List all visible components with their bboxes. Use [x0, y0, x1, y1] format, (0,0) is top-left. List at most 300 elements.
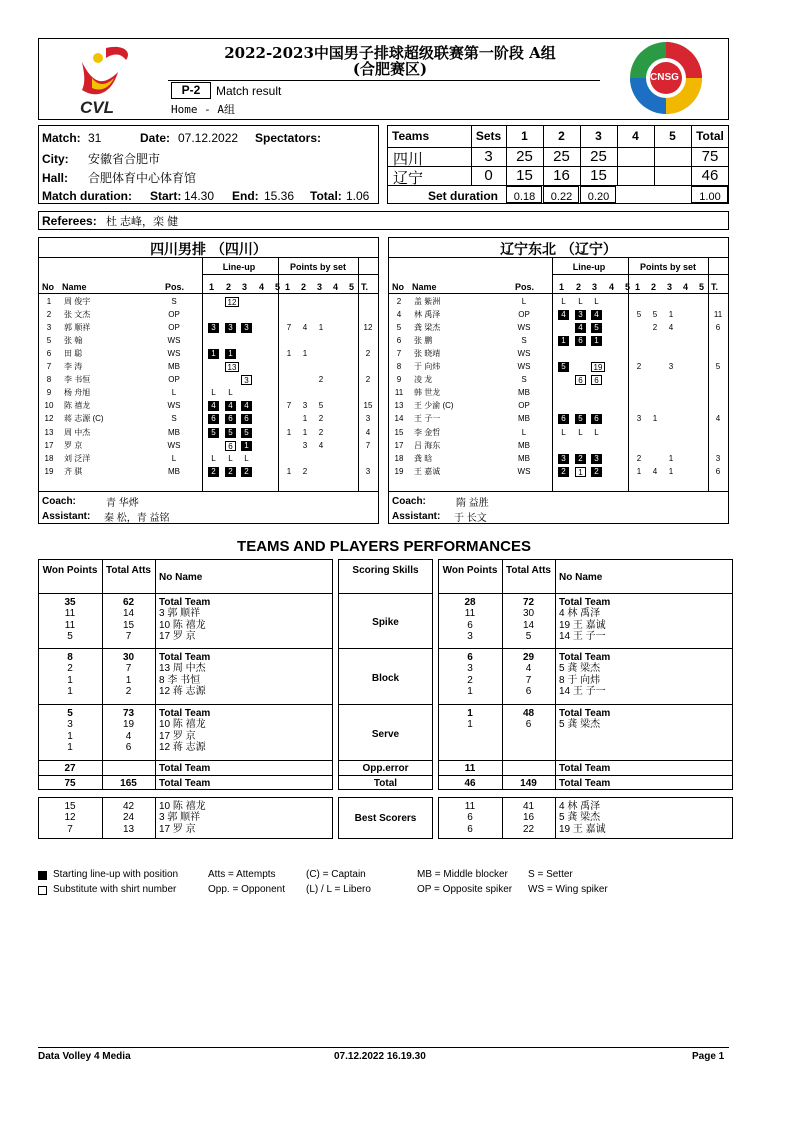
starting-position-box: 4: [225, 401, 236, 411]
player-total: 2: [365, 375, 371, 385]
player-number: 2: [46, 310, 52, 320]
score-header-4: 3: [595, 129, 602, 143]
player-number: 7: [396, 349, 402, 359]
starting-position-box: 3: [558, 454, 569, 464]
total-team-label: Total Team: [559, 708, 611, 719]
player-position: S: [521, 336, 527, 346]
won-points-value: 2: [467, 674, 473, 686]
attempts-value: 4: [125, 730, 132, 742]
set-points: 1: [302, 349, 308, 359]
won-points-value: 11: [64, 619, 76, 631]
player-number: 5: [396, 323, 402, 333]
set-duration-cell: [506, 186, 542, 203]
lineup-header: Line-up: [572, 262, 606, 272]
lineup-set-num: 1: [209, 282, 215, 292]
substitution-box: 1: [575, 467, 586, 477]
doc-title-line2: (合肥赛区): [352, 60, 428, 78]
player-position: MB: [518, 414, 530, 424]
lineup-set-num: 4: [259, 282, 265, 292]
substitution-box: 6: [575, 375, 586, 385]
perf-row-line: [38, 704, 333, 705]
assistant-names: 于 长文: [454, 513, 487, 524]
player-number: 15: [394, 427, 404, 437]
points-set-num: 1: [285, 282, 291, 292]
player-position: WS: [167, 349, 181, 359]
legend-s: S = Setter: [528, 869, 573, 880]
player-number: 4: [396, 310, 402, 320]
player-name: 王 少渝 (C): [414, 401, 454, 411]
score-set-points: 16: [553, 167, 570, 184]
player-entry: 10 陈 禧龙: [159, 619, 206, 631]
subheader-rule: [552, 274, 728, 275]
footer-rule: [38, 1047, 729, 1048]
starting-position-box: 5: [575, 414, 586, 424]
set-points: 2: [652, 323, 658, 333]
player-position: WS: [167, 336, 181, 346]
player-name: 陈 禧龙: [64, 401, 91, 411]
lineup-set-num: 2: [576, 282, 582, 292]
player-total: 4: [715, 414, 721, 424]
legend-ws: WS = Wing spiker: [528, 884, 608, 895]
total-team-label: Total Team: [159, 708, 211, 719]
won-points-value: 5: [67, 630, 73, 642]
player-total: 2: [365, 349, 371, 359]
end-time: 15.36: [264, 189, 295, 203]
city-label: City:: [42, 152, 69, 166]
perf-header-won-points: Won Points: [442, 565, 498, 576]
substitution-box: 6: [591, 375, 602, 385]
player-name: 周 中杰: [64, 427, 91, 437]
referees-label: Referees:: [42, 214, 97, 228]
set-points: 3: [668, 362, 674, 372]
player-number: 9: [46, 388, 52, 398]
score-header-6: 5: [669, 129, 676, 143]
player-number: 6: [396, 336, 402, 346]
won-points-value: 7: [67, 823, 73, 835]
set-duration-value: 0.22: [550, 191, 573, 203]
player-total: 7: [365, 440, 371, 450]
score-header-2: 1: [521, 129, 528, 143]
set-points: 1: [636, 466, 642, 476]
points-set-num: 2: [651, 282, 657, 292]
player-entry: 17 罗 京: [159, 823, 196, 835]
player-position: WS: [517, 466, 531, 476]
total-duration: 1.06: [346, 189, 370, 203]
player-name: 李 涛: [64, 362, 83, 372]
assistant-label: Assistant:: [392, 511, 441, 522]
team-name-right: 辽宁东北 （辽宁）: [500, 242, 617, 258]
points-set-num: 4: [683, 282, 689, 292]
start-time: 14.30: [184, 189, 215, 203]
lineup-set-num: 3: [242, 282, 248, 292]
starting-position-box: 4: [575, 323, 586, 333]
player-position: MB: [168, 427, 180, 437]
won-points-value: 11: [464, 608, 476, 620]
footer-timestamp: 07.12.2022 16.19.30: [334, 1051, 426, 1062]
player-position: OP: [518, 310, 530, 320]
player-name: 龚 梁杰: [414, 323, 441, 333]
perf-header-name: No Name: [559, 572, 603, 583]
team-panel-right: [388, 237, 729, 524]
referees-names: 杜 志峰，栾 健: [106, 216, 179, 228]
player-number: 13: [44, 427, 54, 437]
player-position: S: [171, 414, 177, 424]
set-duration-cell: [691, 186, 728, 203]
starting-position-box: 1: [225, 349, 236, 359]
starting-position-box: 6: [208, 414, 219, 424]
legend-mb: MB = Middle blocker: [417, 869, 508, 880]
cnsg-logo: [626, 40, 708, 116]
legend-op: OP = Opposite spiker: [417, 884, 513, 895]
perf-row-line: [438, 593, 733, 594]
set-points: 2: [318, 414, 324, 424]
score-total: 75: [701, 148, 719, 165]
attempts-value: 29: [522, 652, 535, 663]
cvl-logo: [72, 42, 136, 116]
player-position: L: [521, 297, 527, 306]
hall-label: Hall:: [42, 171, 69, 185]
attempts-value: 149: [520, 778, 537, 789]
player-number: 2: [396, 297, 402, 306]
date-label: Date:: [140, 131, 171, 145]
player-name: 吕 海东: [414, 440, 441, 450]
player-position: WS: [517, 323, 531, 333]
attempts-value: 48: [522, 708, 535, 719]
starting-position-box: 3: [225, 323, 236, 333]
player-total: 12: [363, 323, 373, 333]
player-name: 罗 京: [64, 440, 83, 450]
set-points: 4: [652, 466, 658, 476]
legend-opp: Opp. = Opponent: [208, 884, 286, 895]
set-points: 7: [286, 401, 292, 411]
won-points-value: 6: [467, 652, 473, 663]
player-position: WS: [167, 401, 181, 411]
perf-row-line: [438, 775, 733, 776]
starting-position-box: 4: [208, 401, 219, 411]
skill-best-scorers: Best Scorers: [354, 813, 417, 824]
starting-position-box: 2: [591, 467, 602, 477]
starting-position-box: 6: [225, 414, 236, 424]
player-entry: 12 蒋 志源: [159, 685, 206, 697]
set-duration-cell: [580, 186, 616, 203]
won-points-value: 75: [64, 778, 76, 789]
player-name: 于 向炜: [414, 362, 441, 372]
player-total: 3: [365, 466, 371, 476]
player-position: WS: [517, 362, 531, 372]
set-points: 1: [302, 414, 308, 424]
set-points: 1: [668, 453, 674, 463]
set-duration-value: 0.18: [513, 191, 536, 203]
set-points: 2: [636, 362, 642, 372]
substitute-square-icon: [38, 886, 47, 895]
player-number: 8: [396, 362, 402, 372]
score-sets-won: 0: [484, 167, 493, 184]
score-set-points: 15: [516, 167, 533, 184]
hall-value: 合肥体育中心体育馆: [88, 171, 197, 185]
set-points: 2: [302, 466, 308, 476]
legend-libero: (L) / L = Libero: [306, 884, 371, 895]
lineup-set-num: 4: [609, 282, 615, 292]
perf-row-line: [438, 648, 733, 649]
player-number: 17: [44, 440, 54, 450]
player-name: 韩 世龙: [414, 388, 441, 398]
total-team-label: Total Team: [159, 763, 211, 774]
won-points-value: 1: [67, 685, 73, 697]
coach-name: 青 华烨: [106, 498, 139, 509]
player-entry: 14 王 子一: [559, 685, 606, 697]
player-entry: 4 林 禹泽: [559, 608, 601, 620]
perf-row-line: [338, 704, 433, 705]
attempts-value: 7: [525, 674, 532, 686]
won-points-value: 1: [467, 685, 473, 697]
attempts-value: 30: [522, 608, 535, 620]
player-number: 1: [46, 297, 52, 306]
attempts-value: 30: [122, 652, 135, 663]
won-points-value: 3: [67, 719, 73, 731]
player-name: 张 翰: [64, 336, 83, 346]
total-team-label: Total Team: [559, 652, 611, 663]
score-set-points: 25: [553, 148, 570, 165]
set-points: 1: [318, 323, 324, 333]
attempts-value: 7: [125, 663, 132, 675]
total-team-label: Total Team: [559, 763, 611, 774]
attempts-value: 6: [525, 685, 532, 697]
set-points: 1: [302, 427, 308, 437]
lineup-header: Line-up: [222, 262, 256, 272]
libero-marker: L: [578, 427, 583, 437]
libero-marker: L: [561, 297, 566, 306]
legend-starting: Starting line-up with position: [53, 869, 179, 880]
won-points-value: 6: [467, 823, 473, 835]
col-name: Name: [412, 282, 437, 292]
score-team-name: 辽宁: [393, 170, 424, 187]
match-date: 07.12.2022: [178, 131, 239, 145]
assistant-label: Assistant:: [42, 511, 91, 522]
set-points: 3: [302, 440, 308, 450]
substitution-box: 19: [591, 362, 605, 372]
player-position: MB: [518, 440, 530, 450]
lineup-set-num: 2: [226, 282, 232, 292]
won-points-value: 6: [467, 812, 473, 824]
skill-serve: Serve: [371, 729, 400, 740]
panel-col-line: [278, 257, 279, 492]
player-position: OP: [518, 401, 530, 411]
won-points-value: 2: [67, 663, 73, 675]
player-entry: 8 于 向炜: [559, 674, 601, 686]
points-set-num: 4: [333, 282, 339, 292]
starting-position-box: 1: [558, 336, 569, 346]
player-number: 11: [394, 388, 404, 398]
points-set-num: 5: [349, 282, 355, 292]
footer-page: Page 1: [692, 1051, 725, 1062]
libero-marker: L: [228, 453, 233, 463]
set-points: 7: [286, 323, 292, 333]
player-name: 盖 紫洲: [414, 297, 441, 306]
starting-position-box: 2: [241, 467, 252, 477]
starting-position-box: 2: [225, 467, 236, 477]
score-set-points: 25: [590, 148, 607, 165]
player-number: 19: [44, 466, 54, 476]
score-team-name: 四川: [393, 151, 424, 168]
coach-label: Coach:: [42, 496, 76, 507]
subheader-rule: [202, 274, 378, 275]
start-label: Start:: [150, 189, 182, 203]
player-position: L: [171, 453, 177, 463]
perf-header-total-atts: Total Atts: [106, 565, 151, 576]
attempts-value: 1: [125, 674, 132, 686]
col-total: T.: [361, 282, 369, 292]
starting-position-box: 6: [241, 414, 252, 424]
player-entry: 17 罗 京: [159, 730, 196, 742]
attempts-value: 5: [525, 630, 532, 642]
table-header-rule: [38, 293, 379, 294]
set-points: 2: [318, 375, 324, 385]
player-number: 18: [44, 453, 54, 463]
won-points-value: 46: [464, 778, 476, 789]
player-entry: 4 林 禹泽: [559, 801, 601, 812]
player-name: 周 俊宇: [64, 297, 91, 306]
legend-atts: Atts = Attempts: [208, 869, 276, 880]
points-set-num: 5: [699, 282, 705, 292]
libero-marker: L: [561, 427, 566, 437]
perf-row-line: [38, 760, 333, 761]
player-name: 齐 骐: [64, 466, 83, 476]
player-entry: 17 罗 京: [159, 630, 196, 642]
player-number: 19: [394, 466, 404, 476]
set-points: 3: [636, 414, 642, 424]
player-total: 11: [713, 310, 723, 320]
player-total: 3: [715, 453, 721, 463]
player-number: 17: [394, 440, 404, 450]
perf-header-name: No Name: [159, 572, 203, 583]
starting-position-box: 1: [208, 349, 219, 359]
score-set-points: 15: [590, 167, 607, 184]
player-entry: 5 龚 梁杰: [559, 719, 601, 731]
skill-total: Total: [373, 778, 398, 789]
score-header-1: Sets: [475, 129, 502, 143]
col-name: Name: [62, 282, 87, 292]
player-name: 李 书恒: [64, 375, 91, 385]
player-position: MB: [168, 362, 180, 372]
player-name: 凌 龙: [414, 375, 433, 385]
score-sets-won: 3: [484, 148, 493, 165]
table-header-rule: [388, 293, 729, 294]
substitution-box: 3: [241, 375, 252, 385]
points-set-num: 3: [667, 282, 673, 292]
attempts-value: 62: [122, 597, 135, 608]
player-position: S: [521, 375, 527, 385]
won-points-value: 15: [64, 801, 76, 812]
won-points-value: 1: [467, 708, 473, 719]
set-duration-value: 1.00: [699, 191, 721, 203]
breadcrumb: Home - A组: [171, 103, 235, 116]
player-position: OP: [168, 375, 180, 385]
set-points: 1: [286, 466, 292, 476]
title-divider: [168, 80, 600, 81]
player-position: MB: [518, 388, 530, 398]
attempts-value: 22: [522, 823, 535, 835]
coach-rule: [388, 491, 729, 492]
player-entry: 3 郭 顺祥: [159, 812, 201, 824]
perf-row-line: [338, 760, 433, 761]
score-set-points: 25: [516, 148, 533, 165]
set-points: 1: [668, 466, 674, 476]
player-name: 蒋 志源 (C): [64, 414, 104, 424]
attempts-value: 6: [125, 741, 132, 753]
attempts-value: 165: [120, 778, 137, 789]
starting-position-box: 1: [241, 441, 252, 451]
player-number: 6: [46, 349, 52, 359]
total-label: Total:: [310, 189, 342, 203]
player-position: MB: [168, 466, 180, 476]
won-points-value: 1: [467, 719, 473, 731]
legend-captain: (C) = Captain: [306, 869, 366, 880]
player-name: 李 金哲: [414, 427, 441, 437]
starting-position-box: 6: [591, 414, 602, 424]
score-header-7: Total: [696, 129, 724, 143]
player-entry: 12 蒋 志源: [159, 741, 206, 753]
set-points: 5: [652, 310, 658, 320]
set-points: 1: [668, 310, 674, 320]
lineup-set-num: 3: [592, 282, 598, 292]
report-code: P-2: [171, 82, 211, 99]
duration-label: Match duration:: [42, 189, 132, 203]
set-points: 1: [652, 414, 658, 424]
player-name: 刘 泛洋: [64, 453, 91, 463]
player-number: 9: [396, 375, 402, 385]
player-position: S: [171, 297, 177, 306]
starting-position-box: 5: [225, 428, 236, 438]
set-points: 2: [318, 427, 324, 437]
set-points: 4: [302, 323, 308, 333]
won-points-value: 12: [64, 812, 76, 824]
col-no: No: [42, 282, 54, 292]
player-number: 3: [46, 323, 52, 333]
player-name: 张 文杰: [64, 310, 91, 320]
substitution-box: 12: [225, 297, 239, 307]
panel-col-line: [202, 257, 203, 492]
attempts-value: 14: [122, 608, 135, 620]
player-name: 杨 舟旭: [64, 388, 91, 398]
won-points-value: 1: [67, 674, 73, 686]
coach-rule: [38, 491, 379, 492]
assistant-names: 秦 松，青 益铭: [104, 513, 170, 524]
match-label: Match:: [42, 131, 81, 145]
attempts-value: 19: [122, 719, 135, 731]
player-position: WS: [517, 349, 531, 359]
player-total: 5: [715, 362, 721, 372]
player-number: 13: [394, 401, 404, 411]
attempts-value: 14: [522, 619, 535, 631]
perf-row-line: [338, 593, 433, 594]
starting-position-box: 5: [241, 428, 252, 438]
perf-header-skill: Scoring Skills: [352, 565, 419, 576]
attempts-value: 16: [522, 812, 535, 824]
player-position: OP: [168, 323, 180, 333]
team-name-rule: [388, 257, 729, 258]
points-by-set-header: Points by set: [639, 262, 696, 272]
player-position: L: [171, 388, 177, 398]
end-label: End:: [232, 189, 259, 203]
footer-left: Data Volley 4 Media: [38, 1051, 131, 1062]
starter-square-icon: [38, 871, 47, 880]
player-number: 12: [44, 414, 54, 424]
report-title: Match result: [216, 84, 282, 98]
perf-row-line: [338, 648, 433, 649]
team-name-left: 四川男排 （四川）: [150, 242, 267, 258]
player-entry: 10 陈 禧龙: [159, 801, 206, 812]
points-set-num: 3: [317, 282, 323, 292]
